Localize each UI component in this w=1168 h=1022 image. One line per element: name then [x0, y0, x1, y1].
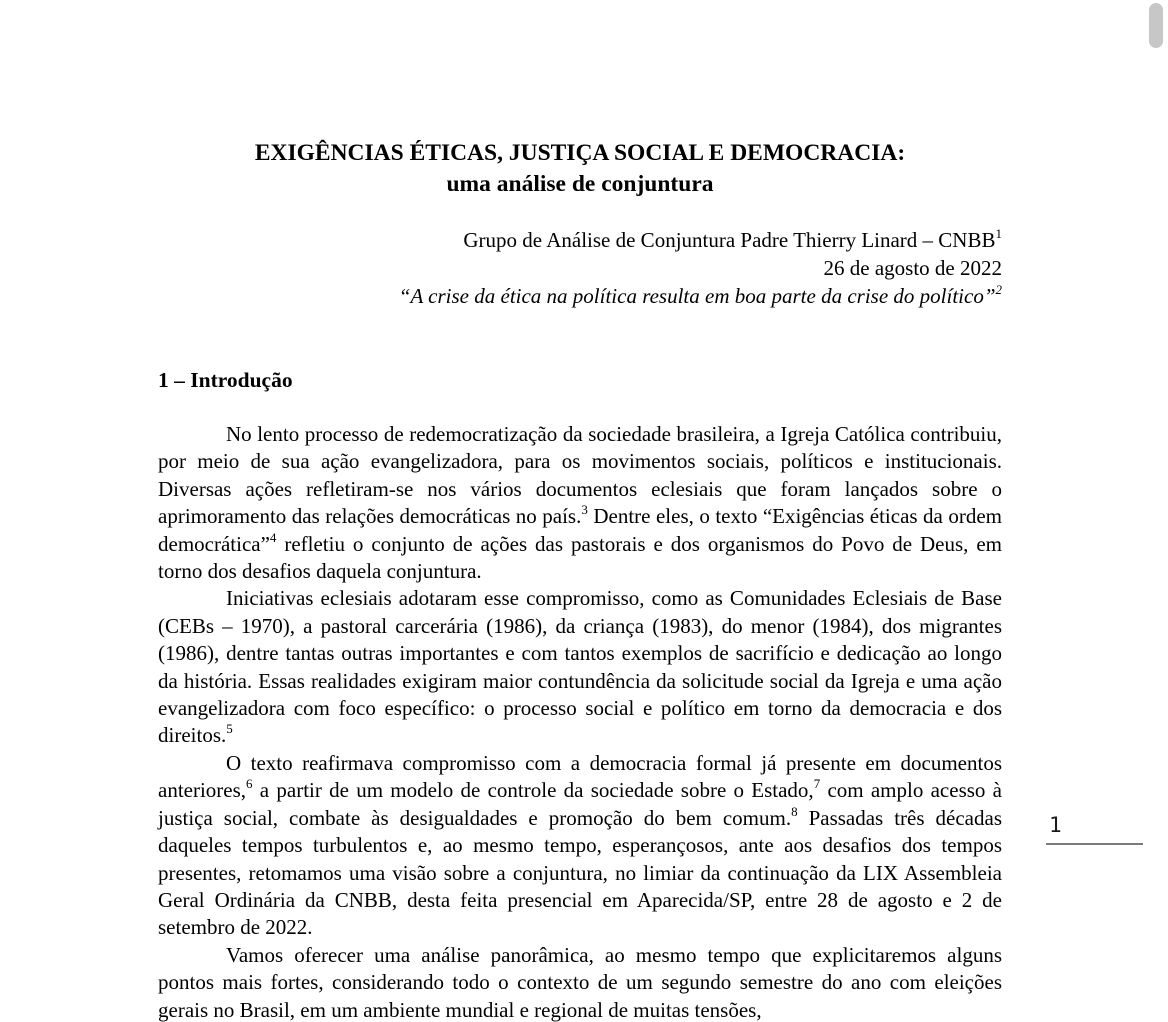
byline-block — [158, 226, 1002, 310]
footnote-ref-4: 4 — [269, 529, 277, 545]
byline-author-text: Grupo de Análise de Conjuntura Padre Thierry Linard – CNBB — [463, 228, 996, 252]
footnote-ref-5: 5 — [226, 721, 233, 737]
title-line-2: uma análise de conjuntura — [446, 171, 714, 197]
page-number: 1 — [1049, 813, 1062, 837]
paragraph-text: a partir de um modelo de controle da sociedade sobre o Estado, — [252, 778, 814, 803]
section-heading: 1 – Introdução — [158, 368, 293, 392]
footnote-ref-7: 7 — [813, 776, 821, 792]
page-number-marker — [1046, 812, 1143, 845]
paragraph-text: com amplo acesso à justiça social, combate às desigualdades e promoção do bem comum. — [158, 778, 1002, 830]
byline-quote — [158, 282, 1002, 310]
paragraph-1 — [158, 421, 1002, 585]
byline-quote-text: “A crise da ética na política resulta em boa parte da crise do político” — [398, 284, 996, 308]
paragraph-text: Iniciativas eclesiais adotaram esse compromisso, como as Comunidades Eclesiais de Base (CEBs – 1970), a pastoral carcerária (1986), da criança (1983), do menor (1984), dos migrantes (1986), dentre tantas outras importantes e com tantos exemplos de sacrifício e dedicação ao longo da história. Essas realidades exigiram maior contundência da solicitude social da Igreja e uma ação evangelizadora com foco específico: o processo social e político em torno da democracia e dos direitos. — [158, 586, 1002, 748]
document-title — [158, 138, 1002, 200]
paragraph-4 — [158, 942, 1002, 1022]
paragraph-text: No lento processo de redemocratização da sociedade brasileira, a Igreja Católica contribuiu, por meio de sua ação evangelizadora, para os movimentos sociais, políticos e institucionais. Diversas ações refletiram-se nos vários documentos eclesiais que foram lançados sobre o aprimoramento das relações democráticas no país. — [158, 422, 1002, 529]
paragraph-2 — [158, 585, 1002, 749]
paragraph-text: O texto reafirmava compromisso com a democracia formal já presente em documentos anteriores, — [158, 750, 1002, 803]
footnote-ref-3: 3 — [581, 502, 588, 518]
paragraph-text: refletiu o conjunto de ações das pastorais e dos organismos do Povo de Deus, em torno dos desafios daquela conjuntura. — [158, 531, 1002, 584]
byline-date: 26 de agosto de 2022 — [823, 256, 1002, 280]
document-page — [158, 0, 1002, 1022]
footnote-ref-2: 2 — [995, 282, 1002, 297]
footnote-ref-6: 6 — [246, 776, 253, 792]
footnote-ref-8: 8 — [791, 803, 798, 819]
paragraph-text: Vamos oferecer uma análise panorâmica, ao mesmo tempo que explicitaremos alguns pontos mais fortes, considerando todo o contexto de um segundo semestre do ano com eleições gerais no Brasil, em um ambiente mundial e regional de muitas tensões, — [158, 942, 1002, 1022]
footnote-ref-1: 1 — [995, 226, 1002, 241]
paragraph-text: Dentre eles, o texto “Exigências éticas da ordem democrática” — [158, 504, 1003, 556]
title-line-1: EXIGÊNCIAS ÉTICAS, JUSTIÇA SOCIAL E DEMOCRACIA: — [254, 140, 906, 166]
byline-author — [158, 226, 1002, 254]
paragraph-3 — [158, 750, 1002, 942]
page-separator-line — [1046, 843, 1143, 845]
scrollbar-thumb[interactable] — [1149, 3, 1163, 48]
paragraph-text: Passadas três décadas daqueles tempos turbulentos e, ao mesmo tempo, esperançosos, ante aos desafios dos tempos presentes, retomamos uma visão sobre a conjuntura, no limiar da continuação da LIX Assembleia Geral Ordinária da CNBB, desta feita presencial em Aparecida/SP, entre 28 de agosto e 2 de setembro de 2022. — [158, 805, 1002, 940]
document-body — [158, 421, 1002, 1022]
